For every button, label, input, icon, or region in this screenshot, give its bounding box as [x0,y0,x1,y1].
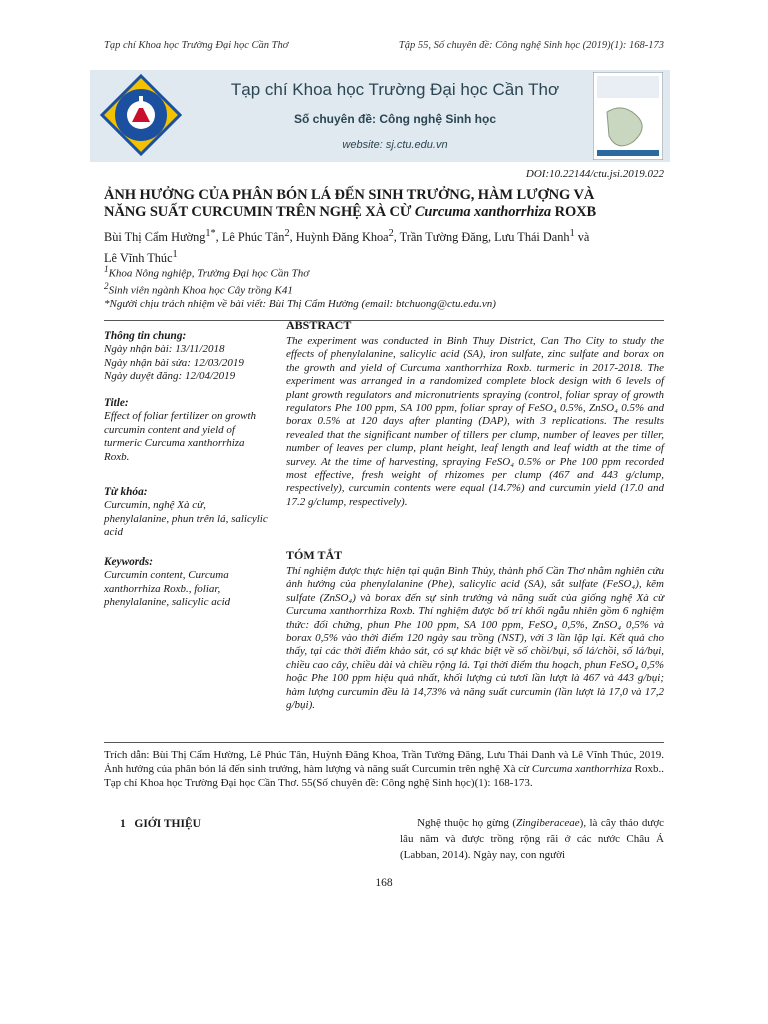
banner-website[interactable]: website: sj.ctu.edu.vn [342,139,448,151]
author-5-sup: 1 [569,228,575,239]
tomtat-body: Thí nghiệm được thực hiện tại quận Bình Thủy, thành phố Cần Thơ nhằm nghiên cứu ảnh hưởng của phenylalanine (Phe), salicylic acid (SA), sắt sulfate (FeSO₄), kẽm sulfate (ZnSO₄) và borax đến sự sinh trưởng và năng suất của giống nghệ Xà cừ Curcuma xanthorrhiza Roxb. Thí nghiệm được bố trí khối ngẫu nhiên gồm 6 nghiệm thức: đối chứng, phun Phe 100 ppm, SA 100 ppm, FeSO₄ 0,5%, ZnSO₄ 0,5% và borax 0,5% vào thời điểm 120 ngày sau trồng (NST), với 3 lần lặp lại. Kết quả cho thấy, tại các thời điểm khảo sát, có sự khác biệt về số chồi/bụi, số lá/chồi, số lá/bụi, chiều cao cây, chiều dài và chiều rộng lá. Tại thời điểm thu hoạch, phun FeSO₄ 0,5% hoặc Phe 100 ppm hiệu quả nhất, khối lượng củ tươi lần lượt là 467 và 443 g/bụi; hàm lượng curcumin đều là 14,73% và năng suất curcumin (lần lượt là 17,0 và 17,2 g/bụi). [286,565,664,712]
abstract-heading: ABSTRACT [286,318,352,332]
author-3-sup: 2 [388,228,394,239]
author-1: Bùi Thị Cẩm Hường [104,230,206,245]
author-1-sup: 1* [205,228,216,239]
section-heading [120,818,201,830]
author-conjunction: và [574,230,590,245]
title-heading: Title: [104,397,129,409]
divider-bottom [104,742,664,743]
divider-top [104,320,664,321]
title-species: Curcuma xanthorrhiza [414,204,552,220]
keywords-heading: Keywords: [104,556,153,568]
author-3: , Huỳnh Đăng Khoa [289,230,389,245]
intro-text-2: ), là cây thảo dược lâu năm và được trồng rộng rãi ở các nước Châu Á (Labban, 2014). Ngày nay, con người [400,817,665,861]
title-line-2 [104,204,664,221]
author-6-sup: 1 [172,249,178,261]
author-4-5: , Trần Tường Đăng, Lưu Thái Danh [393,230,570,245]
university-logo [100,74,182,156]
affiliation-1 [104,264,664,280]
banner-title: Tạp chí Khoa học Trường Đại học Cần Thơ [230,80,560,99]
author-6: Lê Vĩnh Thúc [104,251,173,266]
article-title [104,187,664,221]
title-line-1: ẢNH HƯỞNG CỦA PHÂN BÓN LÁ ĐẾN SINH TRƯỞNG, HÀM LƯỢNG VÀ [104,187,595,203]
keywords: Curcumin content, Curcuma xanthorrhiza Roxb., foliar, phenylalanine, salicylic acid [104,569,231,608]
corresponding-author: *Người chịu trách nhiệm về bài viết: Bùi Thị Cẩm Hường (email: btchuong@ctu.edu.vn) [104,298,496,310]
vn-keywords-heading: Từ khóa: [104,486,148,498]
running-header-issue: Tập 55, Số chuyên đề: Công nghệ Sinh học (2019)(1): 168-173 [398,40,664,51]
title-line-2-suffix: ROXB [551,204,597,220]
journal-cover-image [593,72,663,160]
author-2-sup: 2 [284,228,290,239]
affiliation-1-text: Khoa Nông nghiệp, Trường Đại học Cần Thơ [108,267,310,280]
vn-keywords: Curcumin, nghệ Xà cừ, phenylalanine, phun trên lá, salicylic acid [104,499,268,538]
title-line-2-prefix: NĂNG SUẤT CURCUMIN TRÊN NGHỆ XÀ CỪ [104,204,415,220]
author-2: , Lê Phúc Tân [215,230,285,245]
doi[interactable]: DOI:10.22144/ctu.jsi.2019.022 [525,168,664,180]
section-title: GIỚI THIỆU [134,818,201,830]
affiliation-2-text: Sinh viên ngành Khoa học Cây trồng K41 [108,284,293,297]
intro-text-1: Nghệ thuộc họ gừng ( [417,817,517,829]
date-received: Ngày nhận bài: 13/11/2018 [104,343,225,355]
english-title: Effect of foliar fertilizer on growth curcumin content and yield of turmeric Curcuma xanthorrhiza Roxb. [104,410,257,463]
affiliation-1-sup: 1 [104,264,109,274]
page-number: 168 [375,877,393,889]
intro-paragraph [400,815,664,863]
info-heading: Thông tin chung: [104,330,187,342]
date-revised: Ngày nhận bài sửa: 12/03/2019 [104,356,244,369]
banner-subtitle: Số chuyên đề: Công nghệ Sinh học [293,112,496,126]
intro-family: Zingiberaceae [516,817,580,829]
affiliation-2 [104,281,664,297]
citation-text-1: Bùi Thị Cẩm Hường, Lê Phúc Tân, Huỳnh Đăng Khoa, Trần Tường Đăng, Lưu Thái Danh và Lê Vĩnh Thúc, 2019. Ảnh hưởng của phân bón lá đến sinh trưởng, hàm lượng và năng suất Curcumin trên nghệ Xà cừ [104,749,665,775]
date-accepted: Ngày duyệt đăng: 12/04/2019 [104,370,236,382]
tomtat-heading: TÓM TẮT [286,548,343,562]
section-number: 1 [120,818,126,830]
citation-species: Curcuma xanthorrhiza [531,763,632,775]
dates [104,343,274,384]
citation-text-2: Roxb.. Tạp chí Khoa học Trường Đại học Cần Thơ. 55(Số chuyên đề: Công nghệ Sinh học)(1): 168-173. [104,763,664,789]
citation [104,748,664,790]
abstract-body: The experiment was conducted in Binh Thuy District, Can Tho City to study the effects of phenylalanine, salicylic acid (SA), iron sulfate, zinc sulfate and borax on the growth and yield of Curcuma xanthorrhiza Roxb. turmeric in 2017-2018. The experiment was arranged in a randomized complete block design with 6 levels of plant growth regulators and micronutrients spraying (control, foliar spray of growth regulators Phe 100 ppm, SA 100 ppm, foliar spray of FeSO₄ 0.5%, ZnSO₄ 0.5% and borax 0.5% at 120 days after planting (DAP), with 3 replications. The results revealed that the significant number of tillers per clump, number of leaves per tiller, number of leaves per clump, plant height, leaf length and leaf width at the time of survey. At the time of harvesting, spraying FeSO₄ 0.5% or Phe 100 ppm recorded most effective, fresh weight of rhizomes per clump (467 and 443 g/clump, respectively), curcumin contents were equal (14.7%) and curcumin yield (17.0 and 17.2 g/clump, respectively). [286,335,664,508]
authors [104,225,664,267]
running-header-journal: Tạp chí Khoa học Trường Đại học Cần Thơ [104,40,289,51]
affiliation-2-sup: 2 [104,281,109,291]
citation-label: Trích dẫn: [104,749,150,761]
